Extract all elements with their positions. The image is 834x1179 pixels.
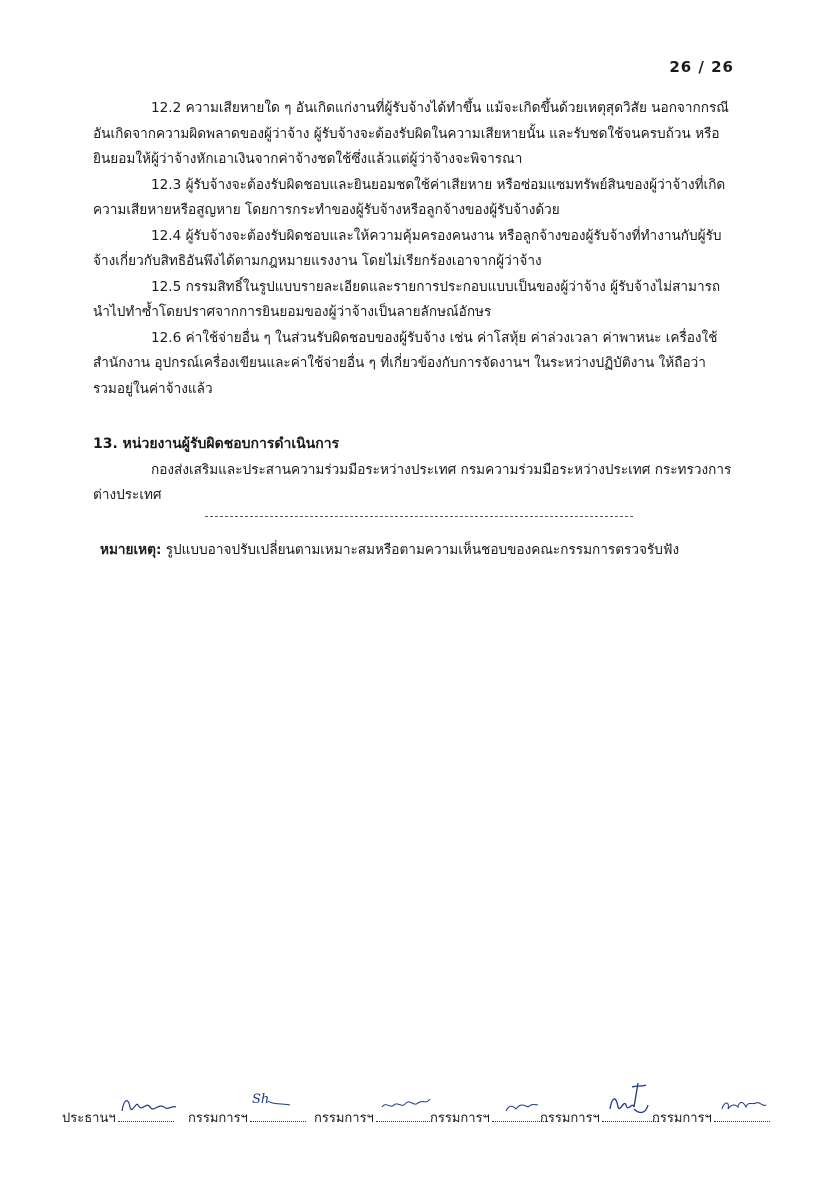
signature-line bbox=[118, 1111, 174, 1122]
signature-chairman bbox=[62, 1107, 174, 1128]
signature-label: ประธานฯ bbox=[62, 1111, 116, 1126]
signature-label: กรรมการฯ bbox=[430, 1111, 490, 1126]
signature-label: กรรมการฯ bbox=[188, 1111, 248, 1126]
remark-label: หมายเหตุ: bbox=[100, 542, 162, 558]
clauses-section bbox=[93, 96, 733, 402]
section-13-heading: 13. หน่วยงานผู้รับผิดชอบการดำเนินการ bbox=[93, 436, 340, 452]
signature-label: กรรมการฯ bbox=[314, 1111, 374, 1126]
section-13-body: กองส่งเสริมและประสานความร่วมมือระหว่างประเทศ กรมความร่วมมือระหว่างประเทศ กระทรวงการต่างประเทศ bbox=[93, 461, 732, 503]
signature-label: กรรมการฯ bbox=[540, 1111, 600, 1126]
clause-12-6: 12.6 ค่าใช้จ่ายอื่น ๆ ในส่วนรับผิดชอบของผู้รับจ้าง เช่น ค่าโสหุ้ย ค่าล่วงเวลา ค่าพาหนะ เครื่องใช้ สำนักงาน อุปกรณ์เครื่องเขียนและค่าใช้จ่ายอื่น ๆ ที่เกี่ยวข้องกับการจัดงานฯ ในระหว่างปฏิบัติงาน ให้ถือว่า รวมอยู่ในค่าจ้างแล้ว bbox=[93, 329, 718, 397]
signature-line bbox=[714, 1111, 770, 1122]
clause-12-3: 12.3 ผู้รับจ้างจะต้องรับผิดชอบและยินยอมชดใช้ค่าเสียหาย หรือซ่อมแซมทรัพย์สินของผู้ว่าจ้างที่เกิด ความเสียหายหรือสูญหาย โดยการกระทำของผู้รับจ้างหรือลูกจ้างของผู้รับจ้างด้วย bbox=[93, 176, 726, 218]
handwritten-signature bbox=[250, 1093, 310, 1119]
clause-12-2: 12.2 ความเสียหายใด ๆ อันเกิดแก่งานที่ผู้รับจ้างได้ทำขึ้น แม้จะเกิดขึ้นด้วยเหตุสุดวิสัย นอกจากกรณี อันเกิดจากความผิดพลาดของผู้ว่าจ้าง ผู้รับจ้างจะต้องรับผิดในความเสียหายนั้น และรับชดใช้จนครบถ้วน หรือยินยอมให้ผู้ว่าจ้างหักเอาเงินจากค่าจ้างชดใช้ซึ่งแล้วแต่ผู้ว่าจ้างจะพิจารณา bbox=[93, 100, 729, 167]
handwritten-signature bbox=[118, 1093, 178, 1119]
svg-text:Sh: Sh bbox=[251, 1093, 270, 1107]
signature-line bbox=[376, 1111, 432, 1122]
signature-row bbox=[62, 1088, 782, 1128]
signature-member-1 bbox=[188, 1093, 306, 1128]
signature-line bbox=[602, 1111, 658, 1122]
signature-member-4 bbox=[540, 1107, 658, 1128]
signature-line bbox=[250, 1093, 306, 1122]
signature-label: กรรมการฯ bbox=[652, 1111, 712, 1126]
remark bbox=[100, 538, 800, 560]
page-number: 26 / 26 bbox=[669, 58, 734, 76]
remark-text: รูปแบบอาจปรับเปลี่ยนตามเหมาะสมหรือตามความเห็นชอบของคณะกรรมการตรวจรับฟัง bbox=[165, 542, 680, 558]
handwritten-signature bbox=[376, 1093, 436, 1119]
clause-12-4: 12.4 ผู้รับจ้างจะต้องรับผิดชอบและให้ความคุ้มครองคนงาน หรือลูกจ้างของผู้รับจ้างที่ทำงานกับผู้รับ จ้างเกี่ยวกับสิทธิอันพึงได้ตามกฎหมายแรงงาน โดยไม่เรียกร้องเอาจากผู้ว่าจ้าง bbox=[93, 227, 722, 269]
dashed-divider bbox=[205, 516, 633, 517]
signature-member-3 bbox=[430, 1107, 548, 1128]
handwritten-signature bbox=[714, 1089, 774, 1119]
clause-12-5: 12.5 กรรมสิทธิ์ในรูปแบบรายละเอียดและรายการประกอบแบบเป็นของผู้ว่าจ้าง ผู้รับจ้างไม่สามารถ นำไปทำซ้ำโดยปราศจากการยินยอมของผู้ว่าจ้างเป็นลายลักษณ์อักษร bbox=[93, 278, 721, 320]
signature-member-5 bbox=[652, 1107, 770, 1128]
signature-member-2 bbox=[314, 1107, 432, 1128]
section-13 bbox=[93, 432, 733, 509]
